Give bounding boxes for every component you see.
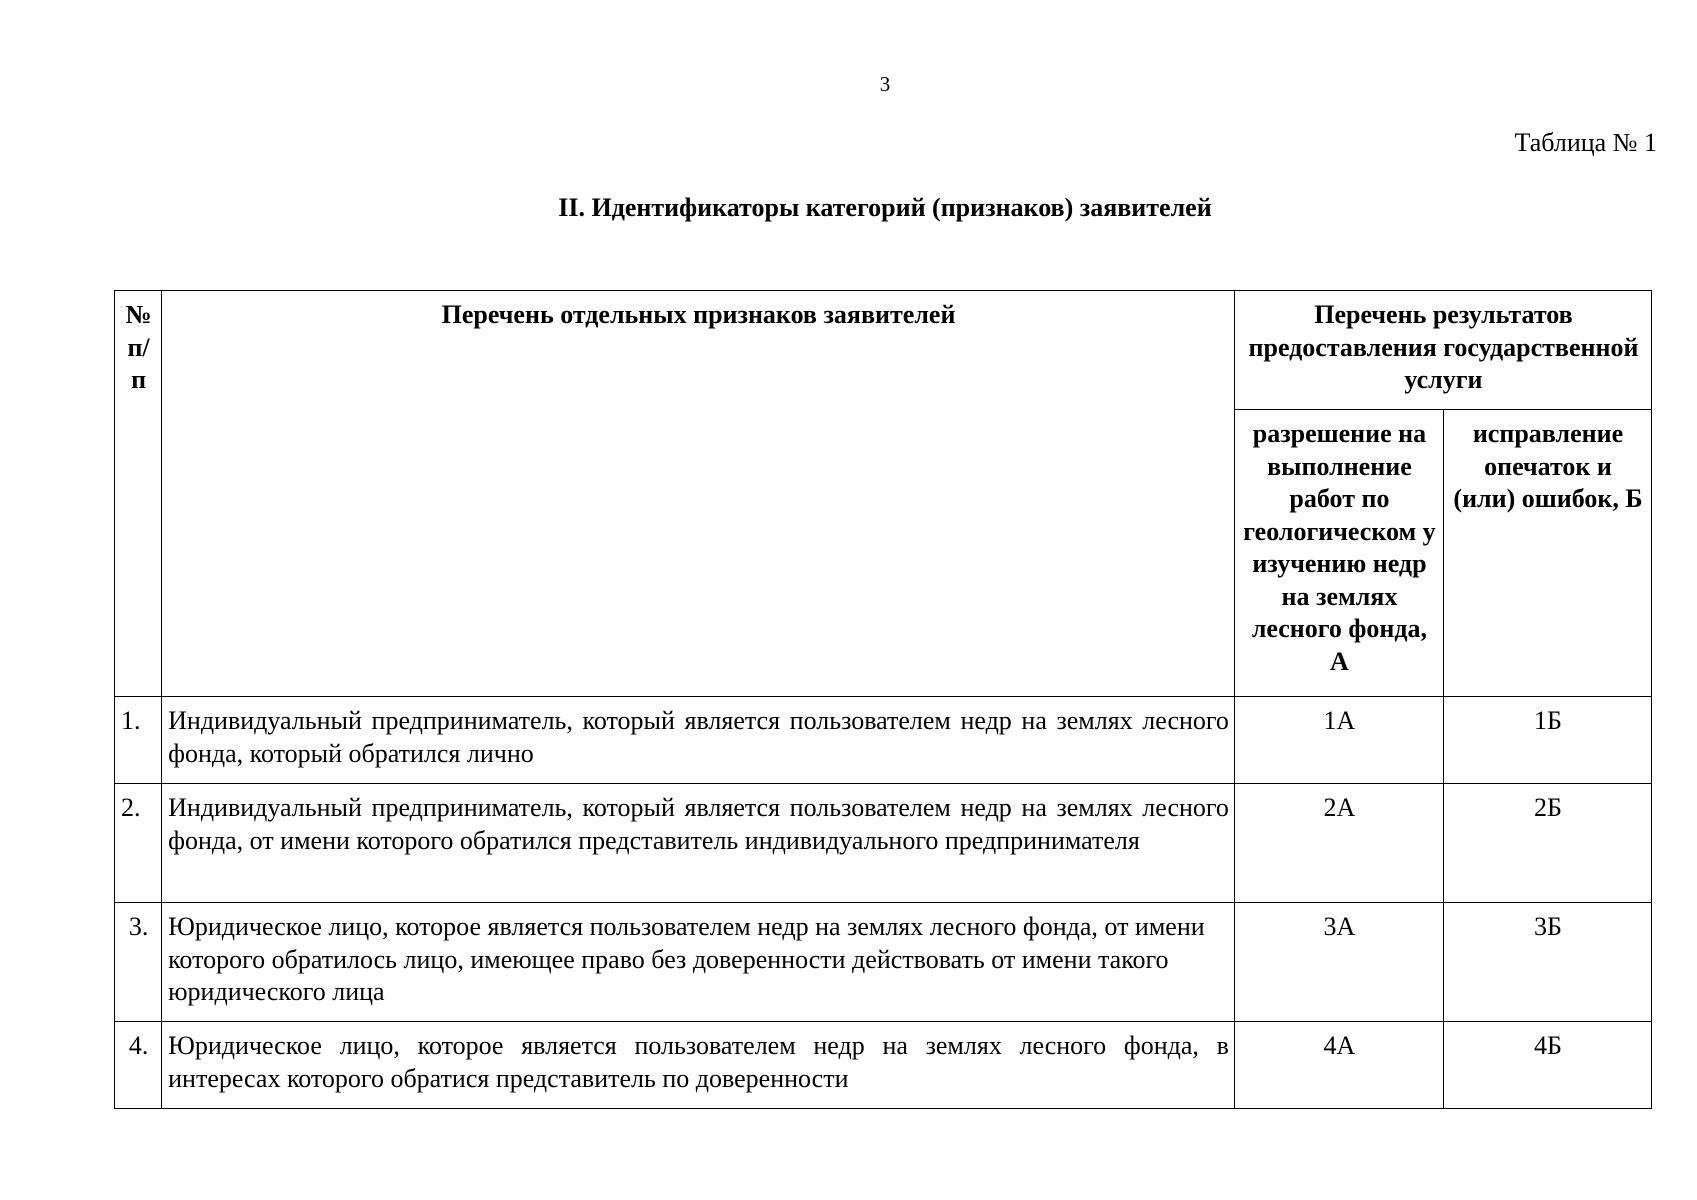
table-row <box>115 697 1652 784</box>
row-code-a: 3А <box>1234 903 1443 1022</box>
row-code-a: 2А <box>1234 784 1443 903</box>
row-code-a: 4А <box>1234 1022 1443 1109</box>
header-number: № п/п <box>115 291 162 697</box>
table-row <box>115 903 1652 1022</box>
header-results: Перечень результатов предоставления государственной услуги <box>1234 291 1651 410</box>
row-code-b: 1Б <box>1443 697 1651 784</box>
header-result-a: разрешение на выполнение работ по геологическом у изучению недр на землях лесного фонда, А <box>1234 410 1443 697</box>
row-number: 2. <box>115 784 162 903</box>
row-description: Юридическое лицо, которое является пользователем недр на землях лесного фонда, в интересах которого обратися представитель по доверенности <box>162 1022 1235 1109</box>
row-code-b: 2Б <box>1443 784 1651 903</box>
table-row <box>115 1022 1652 1109</box>
row-code-b: 3Б <box>1443 903 1651 1022</box>
table-header-row <box>115 291 1652 410</box>
header-result-b: исправление опечаток и (или) ошибок, Б <box>1443 410 1651 697</box>
row-number: 3. <box>115 903 162 1022</box>
table-row <box>115 784 1652 903</box>
row-number: 4. <box>115 1022 162 1109</box>
table-label: Таблица № 1 <box>1514 128 1657 157</box>
row-number: 1. <box>115 697 162 784</box>
row-description: Индивидуальный предприниматель, который является пользователем недр на землях лесного фонда, который обратился лично <box>162 697 1235 784</box>
page-number: 3 <box>879 72 891 96</box>
row-description: Юридическое лицо, которое является пользователем недр на землях лесного фонда, от имени которого обратилось лицо, имеющее право без доверенности действовать от имени такого юридического лица <box>162 903 1235 1022</box>
row-code-b: 4Б <box>1443 1022 1651 1109</box>
row-code-a: 1А <box>1234 697 1443 784</box>
section-title: II. Идентификаторы категорий (признаков) заявителей <box>558 193 1212 222</box>
row-description: Индивидуальный предприниматель, который является пользователем недр на землях лесного фонда, от имени которого обратился представитель индивидуального предпринимателя <box>162 784 1235 903</box>
applicant-categories-table <box>114 290 1652 1109</box>
header-description: Перечень отдельных признаков заявителей <box>162 291 1235 697</box>
